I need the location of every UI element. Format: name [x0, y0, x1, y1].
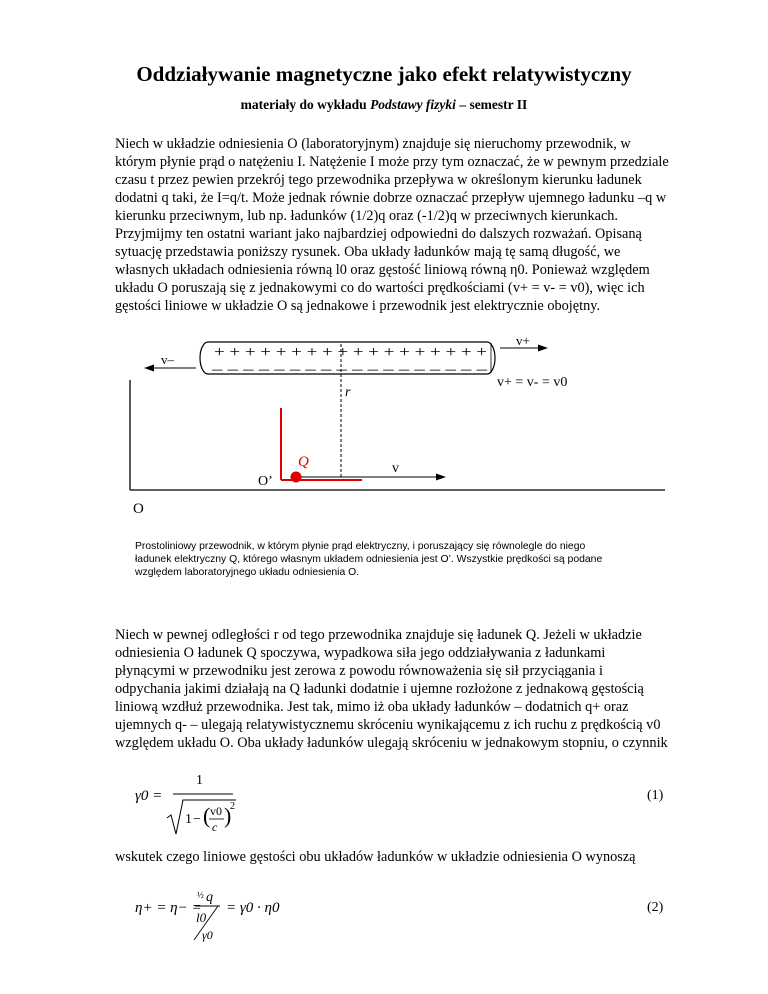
- eq1-numerator: 1: [196, 773, 203, 788]
- frame-o-label: O: [133, 501, 144, 517]
- text-line: czasu t przez pewien przekrój tego przewodnika przepływa w określonym kierunku ładunek: [115, 172, 642, 188]
- text-line: którym płynie prąd o natężeniu I. Natężenie I może przy tym oznaczać, że w pewnym przedziale: [115, 154, 669, 170]
- eq2-q: q: [206, 890, 213, 905]
- subtitle-course: Podstawy fizyki: [370, 97, 456, 112]
- positive-charges: + + + + + + + + + + + + + + + + + +: [214, 344, 487, 361]
- frame-o-prime-label: O’: [258, 474, 273, 489]
- eq2-l0: l0: [196, 910, 207, 925]
- v-minus-label: v–: [161, 352, 174, 367]
- eq1-c: c: [212, 820, 218, 834]
- text-line: odpychania jakimi działają na Q ładunki dodatnie i ujemne rozłożone z jednakową gęstością: [115, 681, 644, 697]
- text-line: kierunku przeciwnym, lub np. ładunków (1/2)q oraz (-1/2)q w przeciwnych kierunkach.: [115, 208, 619, 224]
- text-line: własnych układach odniesienia równą l0 oraz gęstość liniową równą η0. Ponieważ względem: [115, 262, 650, 278]
- eq2-gamma0: γ0: [202, 928, 213, 942]
- text-line: gęstości liniowe w układzie O są jednakowe i przewodnik jest elektrycznie obojętny.: [115, 298, 601, 314]
- subtitle-prefix: materiały do wykładu: [240, 97, 371, 112]
- eq2-lhs: η+ = η− =: [135, 900, 202, 916]
- distance-r-label: r: [345, 385, 351, 400]
- text-line: płynącymi w przewodniku jest zerowa z powodu równoważenia się sił przyciągania i: [115, 663, 603, 679]
- text-line: dodatni q taki, że I=q/t. Może jednak równie dobrze oznaczać przepływ ujemnego ładunku –q w: [115, 190, 667, 206]
- text-line: względem układu O. Oba układy ładunków ulegają skróceniu w jednakowym stopniu, o czynnik: [115, 735, 668, 751]
- caption-line: względem laboratoryjnego układu odniesienia O.: [135, 567, 360, 578]
- text-line: Niech w pewnej odległości r od tego przewodnika znajduje się ładunek Q. Jeżeli w układzie: [115, 627, 642, 643]
- subtitle-suffix: – semestr II: [455, 97, 528, 112]
- text-line: Przyjmijmy ten ostatni wariant jako najbardziej odpowiedni do dalszych rozważań. Opisaną: [115, 226, 642, 242]
- text-line: odniesienia O ładunek Q spoczywa, wypadkowa siła jego oddziaływania z ładunkami: [115, 645, 606, 661]
- eq2-half: ½: [197, 890, 204, 900]
- eq1-paren-right: ): [224, 803, 232, 828]
- velocity-equation: v+ = v- = v0: [497, 375, 568, 390]
- eq2-rhs: = γ0 · η0: [226, 900, 280, 916]
- eq1-exponent: 2: [230, 801, 235, 812]
- text-line: liniową wzdłuż przewodnika. Jest tak, mimo iż oba układy ładunków – dodatnich q+ oraz: [115, 699, 629, 715]
- v-plus-label: v+: [516, 333, 530, 348]
- caption-line: ładunek elektryczny Q, którego własnym układem odniesienia jest O’. Wszystkie prędkości są podane: [135, 554, 603, 565]
- charge-velocity-label: v: [392, 461, 399, 476]
- charge-q-label: Q: [298, 454, 309, 470]
- eq1-v0: v0: [210, 804, 222, 818]
- text-line: Niech w układzie odniesienia O (laboratoryjnym) znajduje się nieruchomy przewodnik, w: [115, 136, 631, 152]
- eq1-number: (1): [647, 788, 664, 803]
- negative-charges: – – – – – – – – – – – – – – – – – –: [210, 361, 489, 378]
- eq1-one: 1: [185, 812, 192, 827]
- eq1-paren-left: (: [203, 803, 211, 828]
- text-line: ujemnych q- – ulegają relatywistycznemu skróceniu wynikającemu z ich ruchu z prędkością v0: [115, 717, 661, 733]
- caption-line: Prostoliniowy przewodnik, w którym płynie prąd elektryczny, i poruszający się równolegle do niego: [135, 541, 586, 552]
- text-line: wskutek czego liniowe gęstości obu układów ładunków w układzie odniesienia O wynoszą: [115, 849, 636, 865]
- page-title: Oddziaływanie magnetyczne jako efekt relatywistyczny: [136, 62, 632, 86]
- eq1-lhs: γ0 =: [135, 788, 163, 804]
- text-line: układu O poruszają się z jednakowymi co do wartości prędkościami (v+ = v- = v0), więc ich: [115, 280, 645, 296]
- eq1-minus: −: [193, 812, 201, 827]
- text-line: sytuację przedstawia poniższy rysunek. Oba układy ładunków mają tę samą długość, we: [115, 244, 621, 260]
- eq2-number: (2): [647, 900, 664, 915]
